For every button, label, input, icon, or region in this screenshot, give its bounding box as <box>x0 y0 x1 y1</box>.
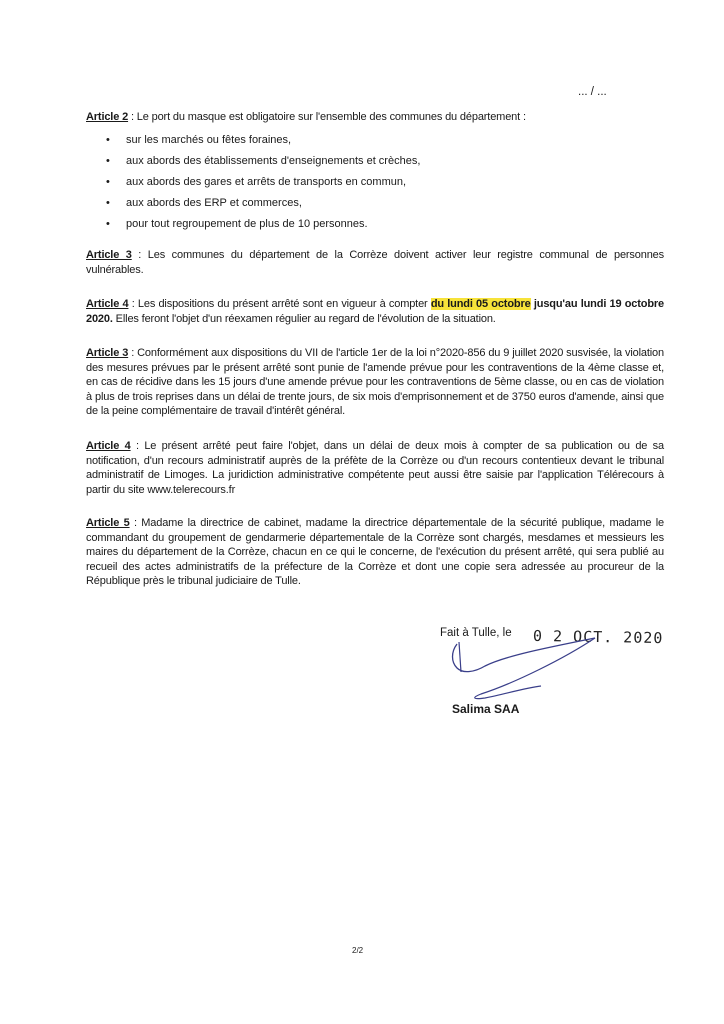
article-5 <box>86 516 664 589</box>
article-2-title: Article 2 <box>86 111 129 123</box>
article-4-title: Article 4 <box>86 298 129 310</box>
list-item: • sur les marchés ou fêtes foraines, <box>106 133 420 154</box>
page-number: 2/2 <box>352 946 364 955</box>
article-2 <box>86 110 664 125</box>
article-4-text-end: Elles feront l'objet d'un réexamen régulier au regard de l'évolution de la situation. <box>112 312 496 325</box>
list-item: • aux abords des établissements d'enseignements et crèches, <box>106 154 420 175</box>
handwritten-signature <box>445 628 605 708</box>
article-4-text: : Le présent arrêté peut faire l'objet, dans un délai de deux mois à compter de sa publication ou de sa notification, d'un recours administratif auprès de la préfète de la Corrèze ou d'un recours contentieux devant le tribunal administratif de Limoges. La juridiction administrative compétente peut aussi être saisie par l'application Télérecours à partir du site www.telerecours.fr <box>86 440 664 496</box>
continuation-mark: ... / ... <box>578 86 607 98</box>
end-date: jusqu'au lundi 19 octobre 2020. <box>86 298 664 325</box>
place-label: Fait à Tulle, le <box>440 627 512 639</box>
date-stamp: 0 2 OCT. 2020 <box>532 626 664 648</box>
article-5-text: : Madame la directrice de cabinet, madame la directrice départementale de la sécurité publique, madame le commandant du groupement de gendarmerie départementale de la Corrèze sont chargés, mesdames et messieurs les maires du département de la Corrèze, chacun en ce qui le concerne, de l'exécution du présent arrêté, qui sera publié au recueil des actes administratifs de la préfecture de la Corrèze et dont une copie sera adressée au procureur de la République près le tribunal judiciaire de Tulle. <box>86 517 665 587</box>
article-4-title: Article 4 <box>86 440 131 452</box>
list-item: • aux abords des gares et arrêts de transports en commun, <box>106 175 420 196</box>
article-3-title: Article 3 <box>86 249 132 261</box>
article-3-registre <box>86 248 664 277</box>
article-2-text: : Le port du masque est obligatoire sur l'ensemble des communes du département : <box>128 111 526 123</box>
article-3-text: : Conformément aux dispositions du VII de l'article 1er de la loi n°2020-856 du 9 juillet 2020 susvisée, la violation des mesures prévues par le présent arrêté sont punie de l'amende prévue pour les contraventions de la 4ème classe et, en cas de récidive dans les 15 jours d'une amende prévue pour les contraventions de 5ème classe, ou en cas de violation à plus de trois reprises dans un délai de trente jours, de six mois d'emprisonnement et de 3750 euros d'amende, ainsi que de la peine complémentaire de travail d'intérêt général. <box>86 347 664 417</box>
article-3-title: Article 3 <box>86 347 129 359</box>
highlighted-start-date: du lundi 05 octobre <box>430 298 531 310</box>
list-item: • pour tout regroupement de plus de 10 personnes. <box>106 217 420 238</box>
article-4-recours <box>86 439 664 497</box>
article-4-text: : Les dispositions du présent arrêté sont en vigueur à compter <box>128 298 431 310</box>
article-4-vigueur <box>86 297 664 326</box>
article-2-bullet-list <box>106 133 420 238</box>
signer-name: Salima SAA <box>452 702 520 716</box>
article-5-title: Article 5 <box>86 517 130 529</box>
article-3-sanctions <box>86 346 664 419</box>
article-3-text: : Les communes du département de la Corrèze doivent activer leur registre communal de personnes vulnérables. <box>86 249 664 276</box>
list-item: • aux abords des ERP et commerces, <box>106 196 420 217</box>
